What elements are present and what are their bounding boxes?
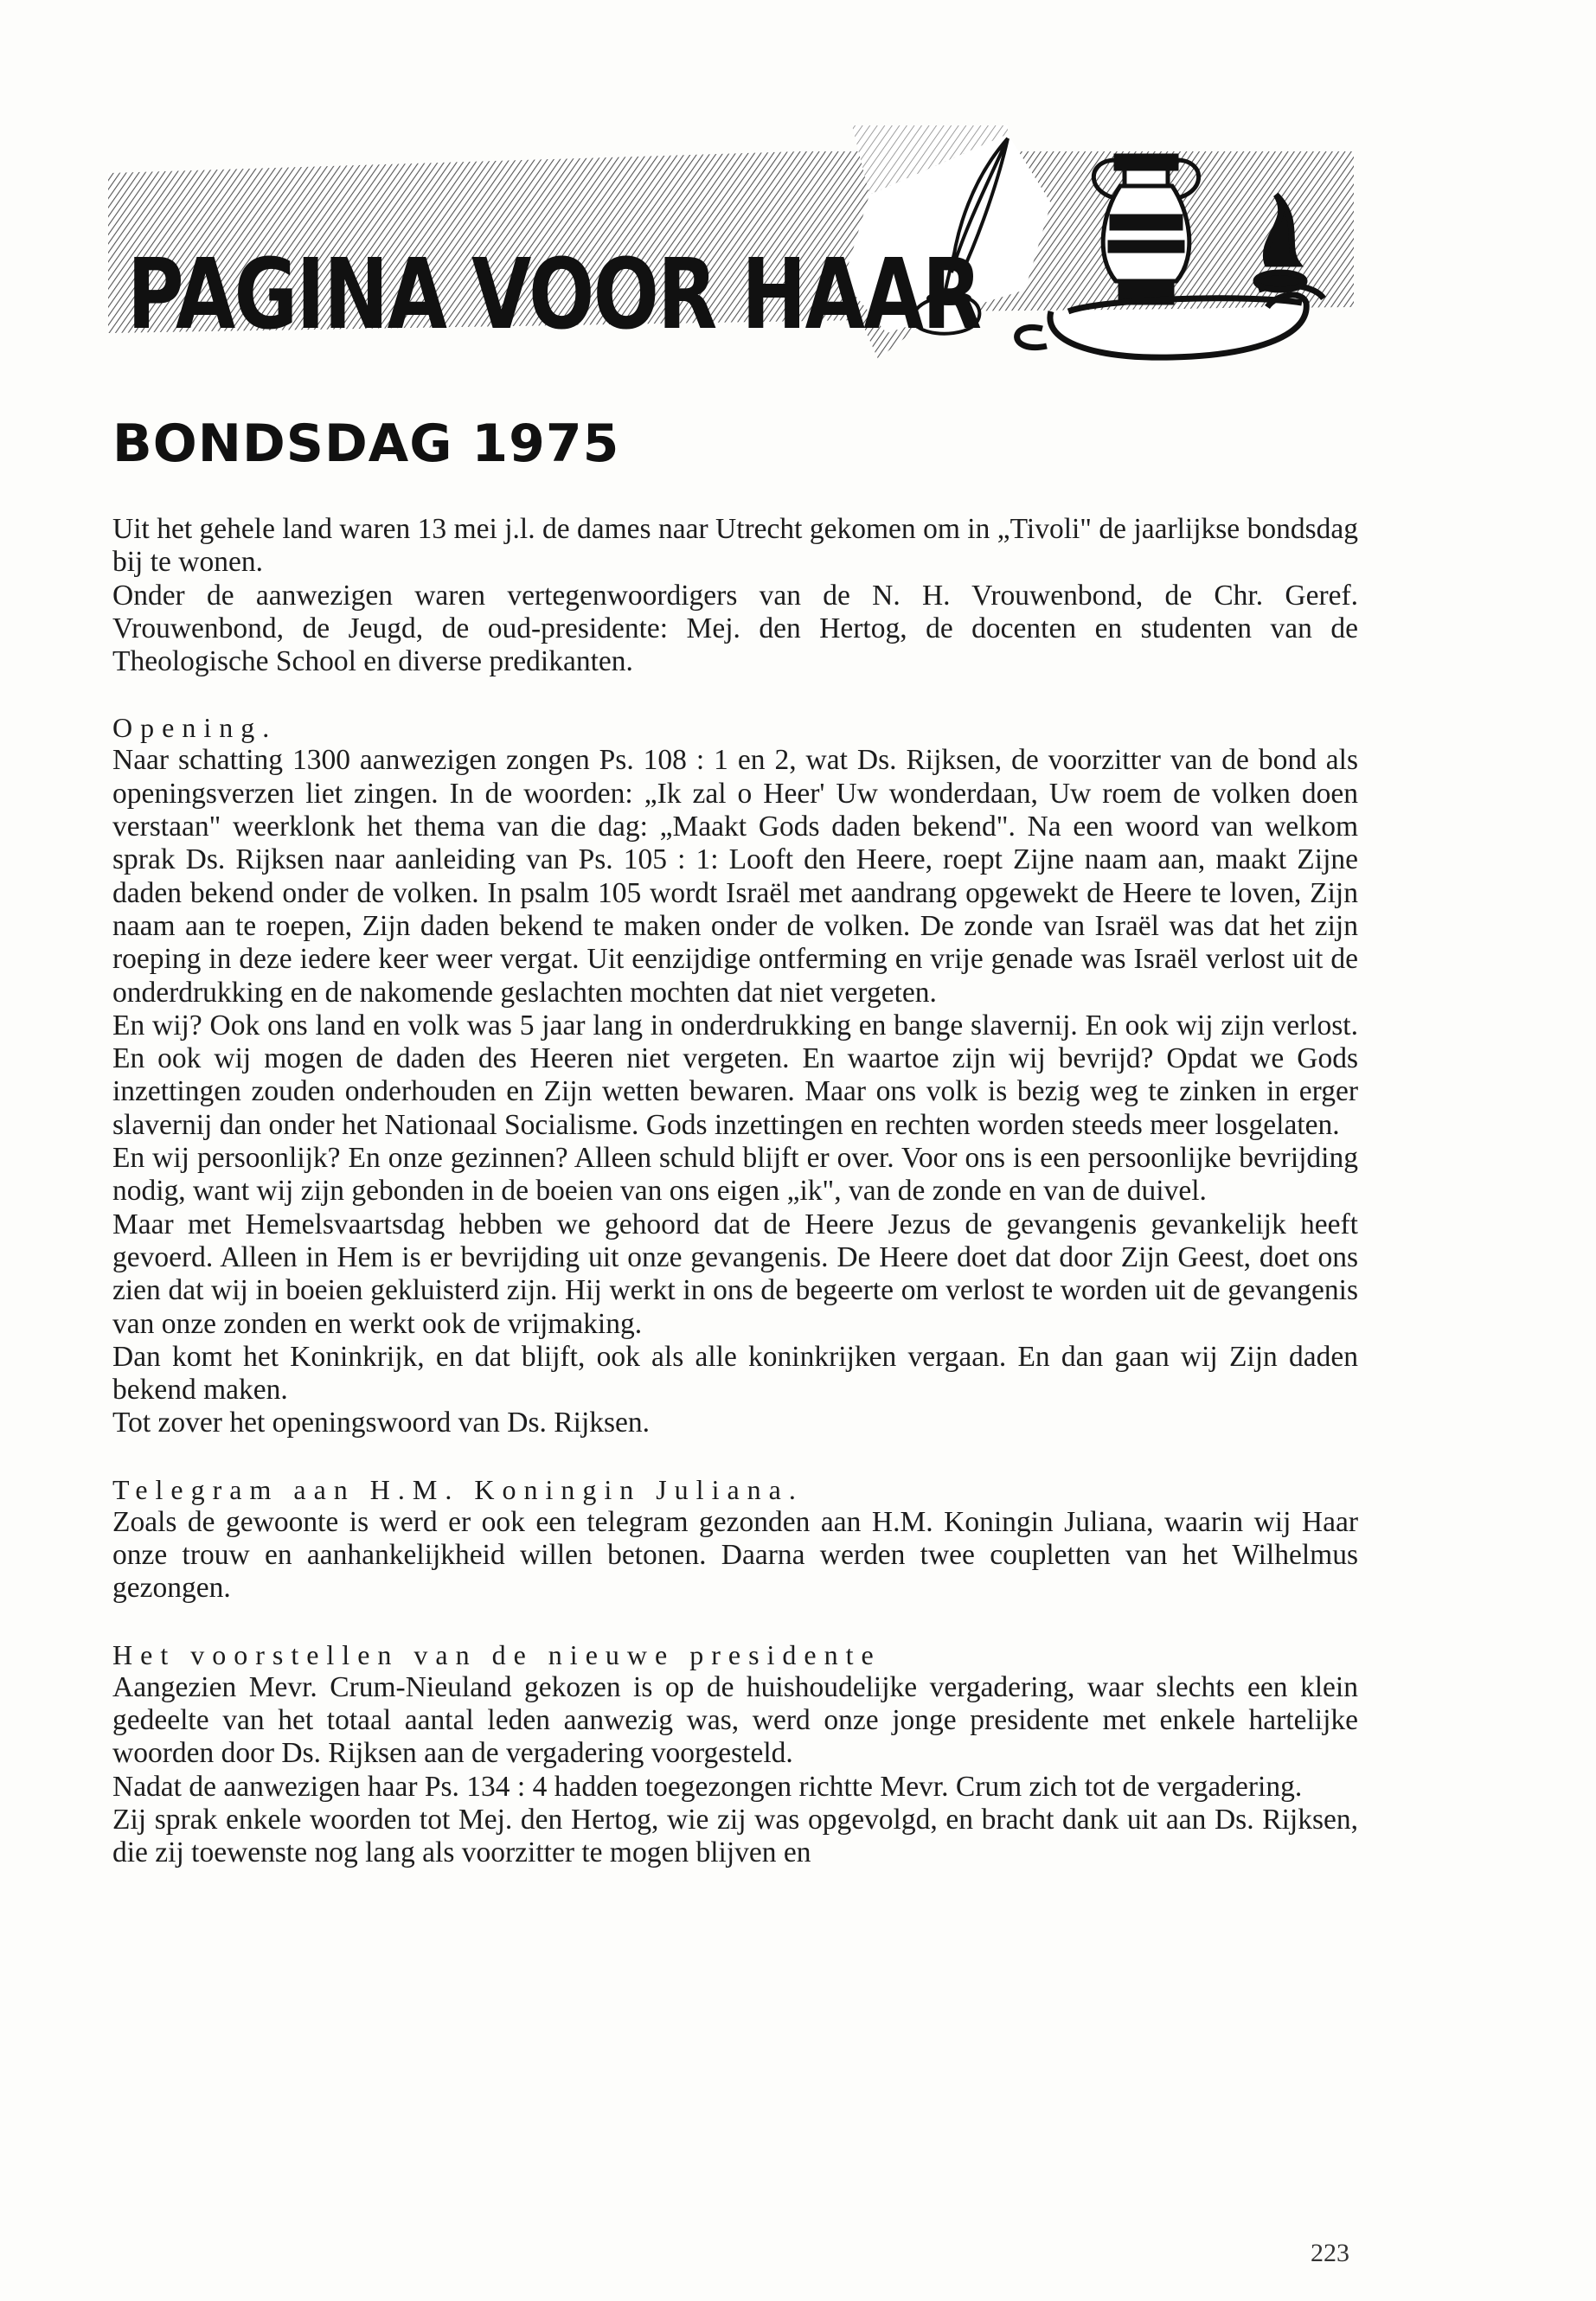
president-paragraph: Nadat de aanwezigen haar Ps. 134 : 4 hadden toegezongen richtte Mevr. Crum zich tot de vergadering. bbox=[112, 1770, 1303, 1803]
opening-paragraph: Dan komt het Koninkrijk, en dat blijft, ook als alle koninkrijken vergaan. En dan gaan wij Zijn daden bekend maken. bbox=[112, 1340, 1358, 1407]
intro-paragraph: Onder de aanwezigen waren vertegenwoordigers van de N. H. Vrouwenbond, de Chr. Geref. Vrouwenbond, de Jeugd, de oud-presidente: Mej. den Hertog, de docenten en studenten van de Theologische School en diverse predikanten. bbox=[112, 579, 1358, 678]
banner-title: PAGINA VOOR HAAR bbox=[127, 239, 981, 351]
opening-paragraph: En wij? Ook ons land en volk was 5 jaar lang in onderdrukking en bange slavernij. En ook wij zijn verlost. En ook wij mogen de daden des Heeren niet vergeten. En waartoe zijn wij bevrijd? Opdat we Gods inzettingen zouden onderhouden en Zijn wetten bewaren. Maar ons volk is bezig weg te zinken in erger slavernij dan onder het Nationaal Socialisme. Gods inzettingen en rechten worden steeds meer losgelaten. bbox=[112, 1009, 1358, 1141]
president-paragraph: Aangezien Mevr. Crum-Nieuland gekozen is op de huishoudelijke vergadering, waar slechts een klein gedeelte van het totaal aantal leden aanwezig was, werd onze jonge presidente met enkele hartelijke woorden door Ds. Rijksen aan de vergadering voorgesteld. bbox=[112, 1670, 1358, 1770]
section-heading-telegram: Telegram aan H.M. Koningin Juliana. bbox=[112, 1473, 804, 1505]
opening-paragraph: Naar schatting 1300 aanwezigen zongen Ps. 108 : 1 en 2, wat Ds. Rijksen, de voorzitter van de bond als openingsverzen liet zingen. In de woorden: „Ik zal o Heer' Uw wonderdaan, Uw roem de volken doen verstaan" weerklonk het thema van die dag: „Maakt Gods daden bekend". Na een woord van welkom sprak Ds. Rijksen naar aanleiding van Ps. 105 : 1: Looft den Heere, roept Zijne naam aan, maakt Zijne daden bekend onder de volken. In psalm 105 wordt Israël met aandrang opgewekt de Heere te loven, Zijn naam aan te roepen, Zijn daden bekend te maken onder de volken. De zonde van Israël was dat het zijn roeping in deze iedere keer weer vergat. Uit eenzijdige ontferming en vrije genade was Israël verlost uit de onderdrukking en de nakomende geslachten mochten dat niet vergeten. bbox=[112, 744, 1358, 1009]
president-paragraph: Zij sprak enkele woorden tot Mej. den Hertog, wie zij was opgevolgd, en bracht dank uit aan Ds. Rijksen, die zij toewenste nog lang als voorzitter te mogen blijven en bbox=[112, 1803, 1358, 1869]
intro-paragraph: Uit het gehele land waren 13 mei j.l. de dames naar Utrecht gekomen om in „Tivoli" de jaarlijkse bondsdag bij te wonen. bbox=[112, 513, 1358, 579]
opening-paragraph: Maar met Hemelsvaartsdag hebben we gehoord dat de Heere Jezus de gevangenis gevankelijk heeft gevoerd. Alleen in Hem is er bevrijding uit onze gevangenis. De Heere doet dat door Zijn Geest, doet ons zien dat wij in boeien gekluisterd zijn. Hij werkt in ons de begeerte om verlost te worden uit de gevangenis van onze zonden en werkt ook de vrijmaking. bbox=[112, 1208, 1358, 1340]
article-title: BONDSDAG 1975 bbox=[112, 413, 620, 474]
telegram-paragraph: Zoals de gewoonte is werd er ook een telegram gezonden aan H.M. Koningin Juliana, waarin wij Haar onze trouw en aanhankelijkheid willen betonen. Daarna werden twee coupletten van het Wilhelmus gezongen. bbox=[112, 1505, 1358, 1605]
page-number: 223 bbox=[1311, 2239, 1349, 2267]
header-banner bbox=[108, 125, 1354, 385]
opening-paragraph: En wij persoonlijk? En onze gezinnen? Alleen schuld blijft er over. Voor ons is een persoonlijke bevrijding nodig, want wij zijn gebonden in de boeien van ons eigen „ik", van de zonde en van de duivel. bbox=[112, 1142, 1358, 1208]
opening-paragraph: Tot zover het openingswoord van Ds. Rijksen. bbox=[112, 1407, 651, 1439]
section-heading-opening: Opening. bbox=[112, 712, 278, 744]
section-heading-president: Het voorstellen van de nieuwe presidente bbox=[112, 1638, 881, 1670]
article-body bbox=[112, 513, 1358, 1869]
